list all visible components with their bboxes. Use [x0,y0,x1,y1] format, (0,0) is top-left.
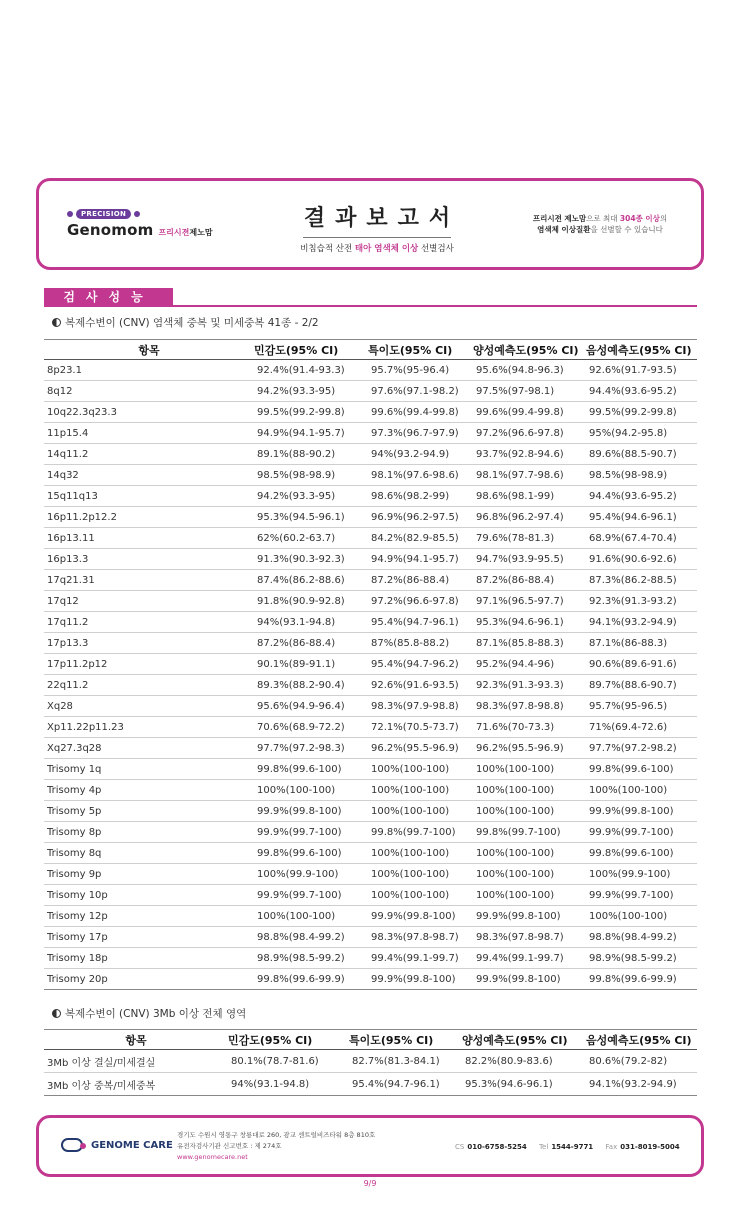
table-cell: 89.3%(88.2-90.4) [254,675,368,696]
table-cell: 99.9%(99.8-100) [473,969,586,990]
row-label: 22q11.2 [44,675,254,696]
table-cell: 89.6%(88.5-90.7) [586,444,697,465]
table-cell: 100%(100-100) [368,885,473,906]
table-row [44,675,697,696]
table2-heading: 복제수변이 (CNV) 3Mb 이상 전체 영역 [52,1006,246,1021]
table-cell: 84.2%(82.9-85.5) [368,528,473,549]
table-row [44,843,697,864]
table-cell: 100%(100-100) [368,780,473,801]
row-label: 8q12 [44,381,254,402]
row-label: Trisomy 10p [44,885,254,906]
table-cell: 99.8%(99.7-100) [368,822,473,843]
table-cell: 100%(100-100) [254,780,368,801]
table-cell: 91.8%(90.9-92.8) [254,591,368,612]
table-cell: 98.1%(97.7-98.6) [473,465,586,486]
table1-heading: 복제수변이 (CNV) 염색체 중복 및 미세중복 41종 - 2/2 [52,315,319,330]
column-header: 양성예측도(95% CI) [473,340,586,360]
table-cell: 99.9%(99.7-100) [254,885,368,906]
tagline: 프리시젼 제노맘으로 최대 304종 이상의 염색체 이상질환을 선별할 수 있습니다 [532,214,668,234]
table-cell: 95.3%(94.5-96.1) [254,507,368,528]
table-cell: 100%(100-100) [473,780,586,801]
column-header: 양성예측도(95% CI) [462,1030,586,1050]
table-cell: 96.8%(96.2-97.4) [473,507,586,528]
table-row [44,654,697,675]
table-cell: 95.6%(94.8-96.3) [473,360,586,381]
table-cell: 62%(60.2-63.7) [254,528,368,549]
table-cell: 95.3%(94.6-96.1) [473,612,586,633]
tel-number: 1544-9771 [551,1143,594,1151]
row-label: 11p15.4 [44,423,254,444]
table-cell: 98.3%(97.8-98.7) [473,927,586,948]
row-label: Trisomy 9p [44,864,254,885]
table-cell: 95.2%(94.4-96) [473,654,586,675]
row-label: Xq28 [44,696,254,717]
table-cell: 95.3%(94.6-96.1) [462,1073,586,1096]
table-cell: 72.1%(70.5-73.7) [368,717,473,738]
row-label: Trisomy 5p [44,801,254,822]
table-cell: 98.9%(98.5-99.2) [254,948,368,969]
row-label: 17q21.31 [44,570,254,591]
table-cell: 71%(69.4-72.6) [586,717,697,738]
logo-name: Genomom [67,221,154,239]
table-cell: 79.6%(78-81.3) [473,528,586,549]
table-row [44,402,697,423]
license-line: 유전자검사기관 신고번호 : 제 274호 [177,1142,282,1150]
genome-care-mark-icon [61,1138,83,1152]
table-cell: 87.4%(86.2-88.6) [254,570,368,591]
table-row [44,465,697,486]
table-cell: 94%(93.1-94.8) [228,1073,349,1096]
table-row [44,612,697,633]
company-name: GENOME CARE [91,1139,173,1151]
cs-label: CS [455,1143,465,1151]
page-title: 결과보고서 [303,205,461,231]
cs-number: 010-6758-5254 [467,1143,527,1151]
table-cell: 68.9%(67.4-70.4) [586,528,697,549]
row-label: 8p23.1 [44,360,254,381]
table-cell: 99.9%(99.8-100) [368,969,473,990]
table-cell: 92.3%(91.3-93.2) [586,591,697,612]
table-row [44,633,697,654]
table-cell: 87.1%(86-88.3) [586,633,697,654]
table-cell: 99.8%(99.6-100) [254,759,368,780]
table-cell: 96.2%(95.5-96.9) [368,738,473,759]
table-cell: 100%(100-100) [473,759,586,780]
table-cell: 97.1%(96.5-97.7) [473,591,586,612]
precision-label: PRECISION [76,209,131,219]
table-row [44,486,697,507]
column-header: 민감도(95% CI) [254,340,368,360]
table-cell: 99.9%(99.8-100) [586,801,697,822]
dot-icon [134,211,140,217]
genomom-logo [67,209,213,239]
table-row [44,528,697,549]
table-cell: 87.1%(85.8-88.3) [473,633,586,654]
table-cell: 94%(93.1-94.8) [254,612,368,633]
table-cell: 95.7%(95-96.4) [368,360,473,381]
row-label: 16p13.11 [44,528,254,549]
table-cell: 92.6%(91.7-93.5) [586,360,697,381]
table-cell: 82.7%(81.3-84.1) [349,1050,462,1073]
row-label: Trisomy 18p [44,948,254,969]
table-cell: 82.2%(80.9-83.6) [462,1050,586,1073]
row-label: 16p13.3 [44,549,254,570]
table-cell: 80.6%(79.2-82) [586,1050,697,1073]
table-cell: 99.8%(99.6-100) [254,843,368,864]
table-cell: 100%(100-100) [473,843,586,864]
table-row [44,1073,697,1096]
column-header: 민감도(95% CI) [228,1030,349,1050]
table-cell: 100%(100-100) [368,801,473,822]
row-label: Trisomy 17p [44,927,254,948]
row-label: Trisomy 12p [44,906,254,927]
table-cell: 94.1%(93.2-94.9) [586,1073,697,1096]
row-label: 17q12 [44,591,254,612]
table-cell: 98.1%(97.6-98.6) [368,465,473,486]
table-row [44,591,697,612]
table-cell: 99.5%(99.2-99.8) [254,402,368,423]
table-cell: 92.6%(91.6-93.5) [368,675,473,696]
table-row [44,969,697,990]
table-cell: 95.7%(95-96.5) [586,696,697,717]
half-circle-icon [52,1009,61,1018]
table-cell: 89.7%(88.6-90.7) [586,675,697,696]
table-cell: 99.6%(99.4-99.8) [473,402,586,423]
table-cell: 100%(100-100) [473,801,586,822]
table-row [44,1050,697,1073]
logo-korean: 프리시젼제노맘 [158,228,213,237]
table-cell: 100%(100-100) [368,843,473,864]
table-row [44,822,697,843]
row-label: Xp11.22p11.23 [44,717,254,738]
table-row [44,738,697,759]
page-subtitle: 비침습적 산전 태아 염색체 이상 선별검사 [300,244,454,254]
row-label: 3Mb 이상 중복/미세중복 [44,1073,228,1096]
table-cell: 97.3%(96.7-97.9) [368,423,473,444]
row-label: 14q11.2 [44,444,254,465]
fax-label: Fax [605,1143,618,1151]
table-cell: 99.9%(99.7-100) [586,822,697,843]
row-label: 17p11.2p12 [44,654,254,675]
table-cell: 91.3%(90.3-92.3) [254,549,368,570]
table-cell: 70.6%(68.9-72.2) [254,717,368,738]
table-cell: 94.2%(93.3-95) [254,381,368,402]
table-cell: 98.6%(98.1-99) [473,486,586,507]
table-cell: 95.4%(94.7-96.2) [368,654,473,675]
table-cell: 100%(100-100) [368,759,473,780]
row-label: 15q11q13 [44,486,254,507]
column-header: 특이도(95% CI) [368,340,473,360]
address-line: 경기도 수원시 영통구 창룡대로 260, 광교 센트럴비즈타워 8층 810호 [177,1131,376,1139]
cnv-duplication-table [44,339,697,990]
table-row [44,759,697,780]
table-cell: 96.9%(96.2-97.5) [368,507,473,528]
column-header: 항목 [44,1030,228,1050]
table-row [44,570,697,591]
table-cell: 94.9%(94.1-95.7) [368,549,473,570]
table-cell: 97.7%(97.2-98.3) [254,738,368,759]
contact-info [455,1143,690,1151]
row-label: Trisomy 8q [44,843,254,864]
precision-tag [67,209,213,219]
table-cell: 99.6%(99.4-99.8) [368,402,473,423]
table-cell: 99.8%(99.6-100) [586,759,697,780]
table-cell: 98.5%(98-98.9) [254,465,368,486]
table-cell: 80.1%(78.7-81.6) [228,1050,349,1073]
company-address [177,1130,375,1163]
table-cell: 99.5%(99.2-99.8) [586,402,697,423]
section-divider [44,305,697,307]
table-cell: 87.2%(86-88.4) [473,570,586,591]
column-header: 음성예측도(95% CI) [586,1030,697,1050]
report-footer [36,1115,704,1177]
table-cell: 95.4%(94.7-96.1) [368,612,473,633]
title-divider [303,237,451,238]
table-cell: 94.2%(93.3-95) [254,486,368,507]
table-cell: 98.5%(98-98.9) [586,465,697,486]
table-cell: 95%(94.2-95.8) [586,423,697,444]
genome-care-logo [61,1138,173,1152]
table-cell: 96.2%(95.5-96.9) [473,738,586,759]
table-cell: 99.8%(99.7-100) [473,822,586,843]
table-cell: 89.1%(88-90.2) [254,444,368,465]
website-link[interactable]: www.genomecare.net [177,1153,248,1161]
table-cell: 93.7%(92.8-94.6) [473,444,586,465]
column-header: 음성예측도(95% CI) [586,340,697,360]
table-cell: 87.2%(86-88.4) [254,633,368,654]
table-cell: 95.6%(94.9-96.4) [254,696,368,717]
column-header: 특이도(95% CI) [349,1030,462,1050]
row-label: 10q22.3q23.3 [44,402,254,423]
row-label: 17q11.2 [44,612,254,633]
table-cell: 97.2%(96.6-97.8) [473,423,586,444]
table-cell: 100%(100-100) [254,906,368,927]
cnv-3mb-table [44,1029,697,1096]
table-cell: 87%(85.8-88.2) [368,633,473,654]
table-cell: 98.3%(97.8-98.7) [368,927,473,948]
table-cell: 97.2%(96.6-97.8) [368,591,473,612]
table-cell: 94.9%(94.1-95.7) [254,423,368,444]
table-row [44,360,697,381]
table-cell: 99.4%(99.1-99.7) [368,948,473,969]
title-block [287,201,467,254]
table-cell: 98.6%(98.2-99) [368,486,473,507]
table-cell: 99.9%(99.8-100) [368,906,473,927]
table-row [44,864,697,885]
table-row [44,381,697,402]
column-header: 항목 [44,340,254,360]
row-label: 3Mb 이상 결실/미세결실 [44,1050,228,1073]
fax-number: 031-8019-5004 [620,1143,680,1151]
table-cell: 100%(100-100) [368,864,473,885]
table-cell: 100%(100-100) [473,885,586,906]
row-label: Trisomy 20p [44,969,254,990]
table-cell: 99.9%(99.7-100) [254,822,368,843]
table-cell: 97.7%(97.2-98.2) [586,738,697,759]
table-cell: 92.3%(91.3-93.3) [473,675,586,696]
table-cell: 99.4%(99.1-99.7) [473,948,586,969]
table-cell: 100%(99.9-100) [586,864,697,885]
row-label: Trisomy 4p [44,780,254,801]
table-cell: 99.9%(99.8-100) [254,801,368,822]
table-cell: 98.3%(97.8-98.8) [473,696,586,717]
table-cell: 92.4%(91.4-93.3) [254,360,368,381]
table-row [44,549,697,570]
table-cell: 100%(100-100) [473,864,586,885]
table-cell: 87.3%(86.2-88.5) [586,570,697,591]
row-label: 14q32 [44,465,254,486]
row-label: 16p11.2p12.2 [44,507,254,528]
table-row [44,423,697,444]
table-cell: 98.9%(98.5-99.2) [586,948,697,969]
dot-icon [67,211,73,217]
table-cell: 100%(99.9-100) [254,864,368,885]
table-cell: 91.6%(90.6-92.6) [586,549,697,570]
table-cell: 90.6%(89.6-91.6) [586,654,697,675]
table-cell: 99.9%(99.8-100) [473,906,586,927]
half-circle-icon [52,318,61,327]
section-title: 검사성능 [44,288,173,307]
table-row [44,444,697,465]
table-cell: 94.4%(93.6-95.2) [586,486,697,507]
table-cell: 94.4%(93.6-95.2) [586,381,697,402]
page-number: 9/9 [363,1179,377,1188]
table-row [44,780,697,801]
table-cell: 87.2%(86-88.4) [368,570,473,591]
table-cell: 94.1%(93.2-94.9) [586,612,697,633]
row-label: 17p13.3 [44,633,254,654]
row-label: Xq27.3q28 [44,738,254,759]
table-cell: 71.6%(70-73.3) [473,717,586,738]
table-cell: 94.7%(93.9-95.5) [473,549,586,570]
table-row [44,696,697,717]
table-row [44,948,697,969]
table-cell: 99.8%(99.6-99.9) [254,969,368,990]
table-cell: 90.1%(89-91.1) [254,654,368,675]
table-row [44,906,697,927]
table-row [44,885,697,906]
table-cell: 97.6%(97.1-98.2) [368,381,473,402]
table-cell: 95.4%(94.7-96.1) [349,1073,462,1096]
report-header [36,178,704,270]
table-row [44,927,697,948]
row-label: Trisomy 8p [44,822,254,843]
table-cell: 100%(100-100) [586,906,697,927]
tel-label: Tel [538,1143,549,1151]
table-cell: 97.5%(97-98.1) [473,381,586,402]
table-cell: 98.8%(98.4-99.2) [254,927,368,948]
table-cell: 95.4%(94.6-96.1) [586,507,697,528]
table-row [44,801,697,822]
table-cell: 98.8%(98.4-99.2) [586,927,697,948]
table-cell: 99.8%(99.6-100) [586,843,697,864]
table-row [44,507,697,528]
table-cell: 100%(100-100) [586,780,697,801]
table-cell: 98.3%(97.9-98.8) [368,696,473,717]
table-cell: 99.9%(99.7-100) [586,885,697,906]
table-cell: 99.8%(99.6-99.9) [586,969,697,990]
row-label: Trisomy 1q [44,759,254,780]
table-cell: 94%(93.2-94.9) [368,444,473,465]
table-row [44,717,697,738]
